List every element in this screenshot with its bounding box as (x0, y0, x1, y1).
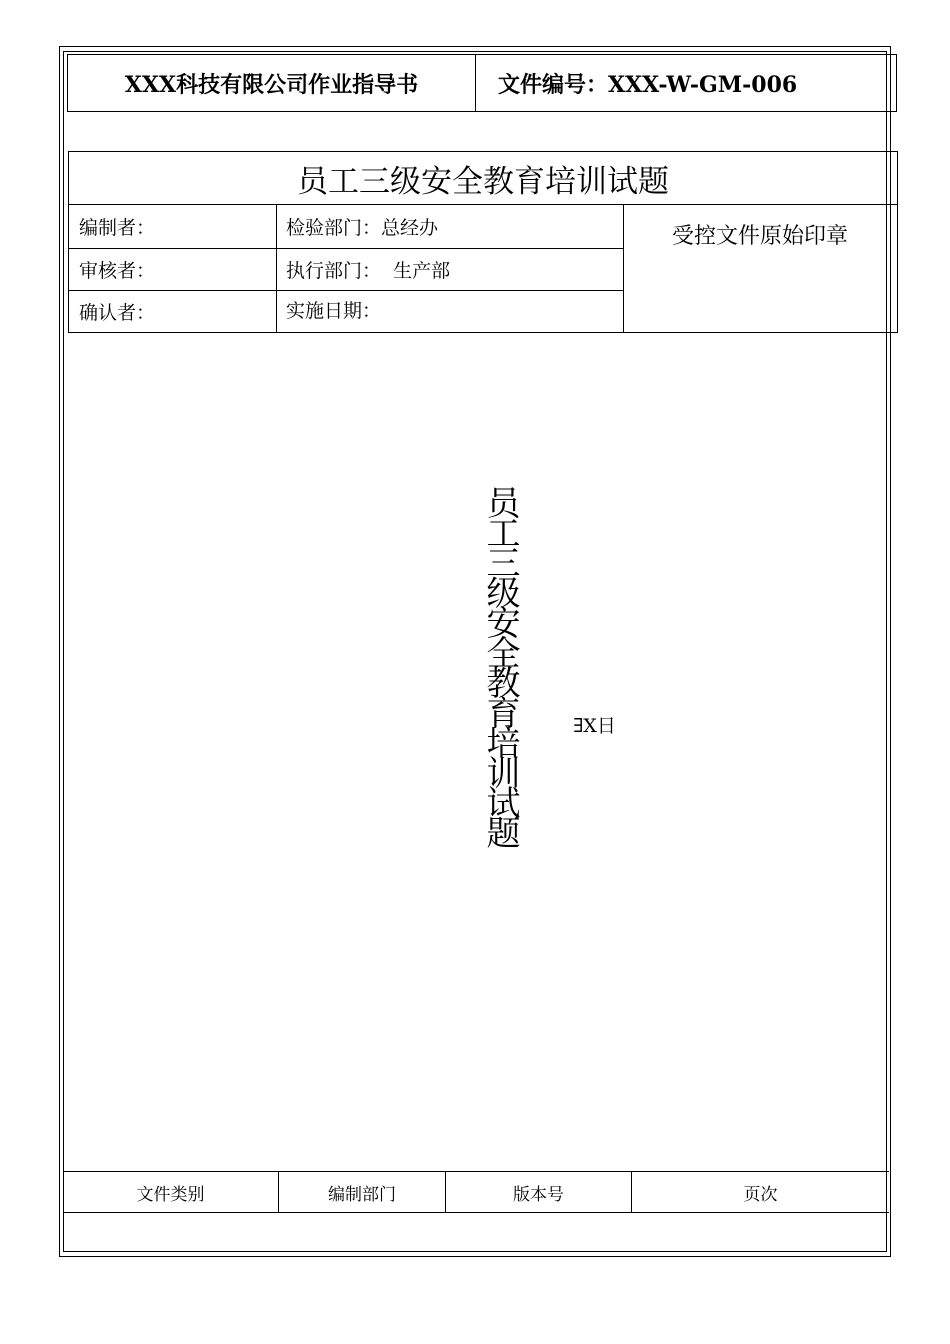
confirmed-by-label: 确认者： (79, 302, 156, 324)
document-footer (63, 1171, 889, 1213)
footer-doc-category: 文件类别 (63, 1172, 279, 1212)
footer-prep-dept: 编制部门 (279, 1172, 446, 1212)
controlled-stamp-label: 受控文件原始印章 (671, 224, 848, 249)
document-header (67, 54, 897, 112)
footer-page: 页次 (743, 1184, 778, 1205)
vertical-cover-title: 员工三级安全教育培训试题 (480, 485, 520, 845)
title-block (68, 151, 898, 333)
inspection-dept: 检验部门：总经办 (286, 217, 439, 239)
prepared-by-label: 编制者： (79, 217, 156, 239)
date-fragment: ∃X日 (573, 715, 616, 737)
document-title: 员工三级安全教育培训试题 (69, 152, 897, 205)
footer-version: 版本号 (446, 1172, 632, 1212)
approval-grid (69, 205, 897, 333)
reviewed-by-label: 审核者： (79, 259, 156, 282)
company-title: XXX科技有限公司作业指导书 (68, 55, 476, 111)
implementation-date: 实施日期： (286, 300, 382, 322)
document-number: 文件编号：XXX-W-GM-006 (498, 71, 798, 98)
executing-dept: 执行部门： 生产部 (286, 259, 451, 282)
